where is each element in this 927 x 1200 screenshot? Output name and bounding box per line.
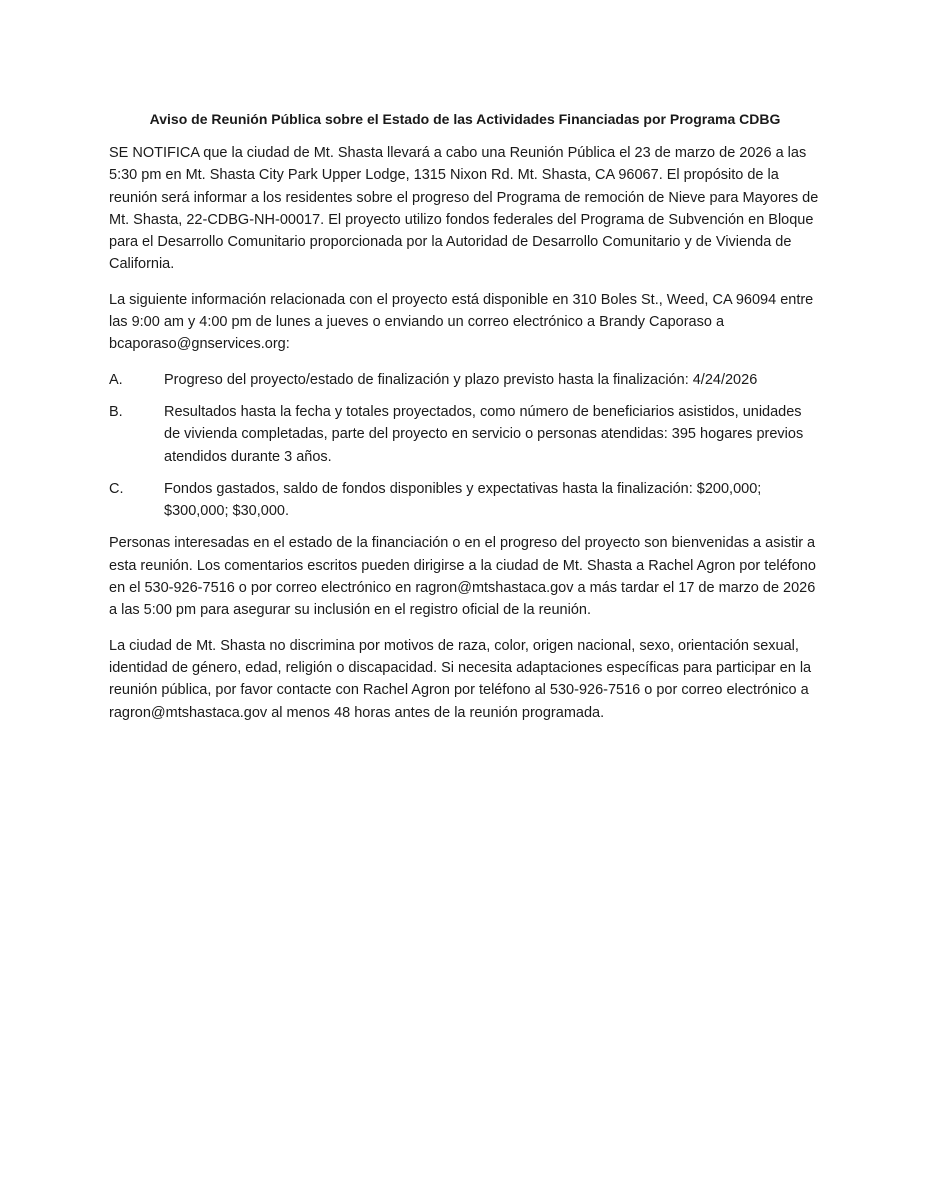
list-item-text: Progreso del proyecto/estado de finalización y plazo previsto hasta la finalización: 4/24/2026 [164, 371, 758, 388]
document-page [109, 108, 821, 737]
comments-paragraph: Personas interesadas en el estado de la financiación o en el progreso del proyecto son bienvenidas a asistir a esta reunión. Los comentarios escritos pueden dirigirse a la ciudad de Mt. Shasta a Rachel Agron por teléfono en el 530-926-7516 o por correo electrónico en ragron@mtshastaca.gov a más tardar el 17 de marzo de 2026 a las 5:00 pm para asegurar su inclusión en el registro oficial de la reunión. [109, 535, 816, 619]
list-item [109, 369, 821, 391]
list-item [109, 401, 821, 468]
list-item [109, 478, 821, 523]
list-item-text: Resultados hasta la fecha y totales proyectados, como número de beneficiarios asistidos, unidades de vivienda completadas, parte del proyecto en servicio o personas atendidas: 395 hogares previos atendidos durante 3 años. [164, 403, 804, 465]
list-marker: B. [109, 403, 123, 420]
intro-paragraph: SE NOTIFICA que la ciudad de Mt. Shasta llevará a cabo una Reunión Pública el 23 de marzo de 2026 a las 5:30 pm en Mt. Shasta City Park Upper Lodge, 1315 Nixon Rd. Mt. Shasta, CA 96067. El propósito de la reunión será informar a los residentes sobre el progreso del Programa de remoción de Nieve para Mayores de Mt. Shasta, 22-CDBG-NH-00017. El proyecto utilizo fondos federales del Programa de Subvención en Bloque para el Desarrollo Comunitario proporcionada por la Autoridad de Desarrollo Comunitario y de Vivienda de California. [109, 145, 819, 273]
info-paragraph: La siguiente información relacionada con el proyecto está disponible en 310 Boles St., Weed, CA 96094 entre las 9:00 am y 4:00 pm de lunes a jueves o enviando un correo electrónico a Brandy Caporaso a bcaporaso@gnservices.org: [109, 291, 814, 353]
document-title: Aviso de Reunión Pública sobre el Estado de las Actividades Financiadas por Programa CDBG [149, 111, 781, 127]
list-marker: C. [109, 480, 124, 497]
list-marker: A. [109, 371, 123, 388]
list-item-text: Fondos gastados, saldo de fondos disponibles y expectativas hasta la finalización: $200,000; $300,000; $30,000. [164, 480, 762, 520]
nondiscrimination-paragraph: La ciudad de Mt. Shasta no discrimina por motivos de raza, color, origen nacional, sexo, orientación sexual, identidad de género, edad, religión o discapacidad. Si necesita adaptaciones específicas para participar en la reunión pública, por favor contacte con Rachel Agron por teléfono al 530-926-7516 o por correo electrónico a ragron@mtshastaca.gov al menos 48 horas antes de la reunión programada. [109, 637, 812, 721]
info-list [109, 369, 821, 523]
